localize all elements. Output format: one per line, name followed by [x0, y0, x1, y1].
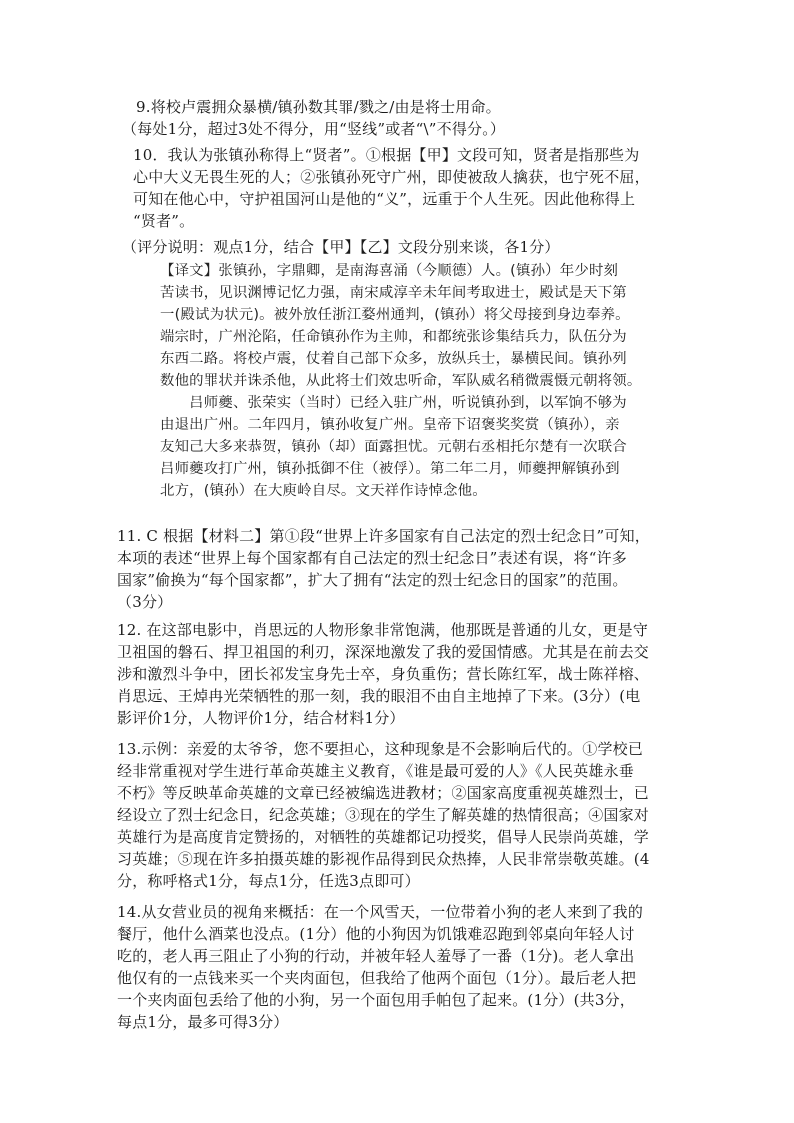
translation-line: 东西二路。将校卢震，仗着自己部下众多，放纵兵士，暴横民间。镇孙列: [160, 351, 627, 367]
translation-block: [160, 260, 642, 502]
q13-line: 分，称呼格式1分，每点1分，任选3点即可）: [117, 872, 420, 890]
q14-line: 餐厅，他什么酒菜也没点。(1分）他的小狗因为饥饿难忍跑到邻桌向年轻人讨: [117, 925, 635, 943]
q10-line: 可知在他心中，守护祖国河山是他的“义”，远重于个人生死。因此他称得上: [133, 190, 636, 208]
q11-line: （3分）: [117, 593, 173, 611]
q9-answer-line: 9.将校卢震拥众暴横/镇孙数其罪/戮之/由是将士用命。: [136, 98, 501, 116]
q12-line: 12. 在这部电影中，肖思远的人物形象非常饱满，他那既是普通的儿女，更是守: [117, 621, 649, 639]
q10-answer: [133, 144, 650, 232]
q10-line: 10．我认为张镇孙称得上“贤者”。①根据【甲】文段可知，贤者是指那些为: [133, 146, 640, 164]
translation-line: 数他的罪状并诛杀他，从此将士们效忠听命，军队威名稍微震慑元朝将领。: [160, 373, 642, 389]
translation-line: 一(殿试为状元)。被外放任浙江婺州通判，(镇孙）将父母接到身边奉养。: [160, 307, 630, 323]
q13-line: 经非常重视对学生进行革命英雄主义教育，《谁是最可爱的人》《人民英雄永垂: [117, 762, 635, 780]
q14-line: 每点1分，最多可得3分）: [117, 1013, 289, 1031]
q11-line: 本项的表述“世界上每个国家都有自己法定的烈士纪念日”表述有误，将“许多: [117, 549, 628, 567]
q9-scoring-line: （每处1分，超过3处不得分，用“竖线”或者“\”不得分。）: [122, 120, 506, 138]
q9-answer: [136, 96, 501, 118]
q12-line: 影评价1分，人物评价1分，结合材料1分）: [117, 709, 405, 727]
q12-line: 肖思远、王焯冉光荣牺牲的那一刻，我的眼泪不由自主地掉了下来。(3分）(电: [117, 687, 641, 705]
translation-line: 【译文】张镇孙，字鼎卿，是南海喜涌（今顺德）人。(镇孙）年少时刻: [160, 263, 619, 279]
q13-line: 英雄行为是高度肯定赞扬的，对牺牲的英雄都记功授奖，倡导人民崇尚英雄，学: [117, 828, 650, 846]
q10-line: “贤者”。: [133, 212, 195, 230]
q12-line: 涉和激烈斗争中，团长祁发宝身先士卒，身负重伤；营长陈红军，战士陈祥榕、: [117, 665, 650, 683]
q14-line: 他仅有的一点钱来买一个夹肉面包，但我给了他两个面包（1分）。最后老人把: [117, 969, 637, 987]
translation-line: 吕师夔攻打广州，镇孙抵御不住（被俘）。第二年二月，师夔押解镇孙到: [160, 461, 620, 477]
q11-line: 11. C 根据【材料二】第①段“世界上许多国家有自己法定的烈士纪念日”可知，: [117, 527, 651, 545]
q13-line: 13.示例：亲爱的太爷爷，您不要担心，这种现象是不会影响后代的。①学校已: [117, 740, 644, 758]
q13-answer: [117, 738, 650, 892]
translation-line: 苦读书，见识渊博记忆力强，南宋咸淳辛未年间考取进士，殿试是天下第: [160, 285, 627, 301]
q13-line: 习英雄；⑤现在许多拍摄英雄的影视作品得到民众热捧，人民非常崇敬英雄。(4: [117, 850, 650, 868]
q12-line: 卫祖国的磐石、捍卫祖国的利刃，深深地激发了我的爱国情感。尤其是在前去交: [117, 643, 650, 661]
translation-line: 吕师夔、张荣实（当时）已经入驻广州，听说镇孙到，以军饷不够为: [160, 395, 627, 411]
q14-line: 一个夹肉面包丢给了他的小狗，另一个面包用手帕包了起来。(1分）(共3分，: [117, 991, 635, 1009]
q9-scoring: [122, 118, 505, 140]
translation-line: 友知己大多来恭贺，镇孙（却）面露担忧。元朝右丞相托尔楚有一次联合: [160, 439, 627, 455]
translation-line: 北方，(镇孙）在大庾岭自尽。文天祥作诗悼念他。: [160, 483, 487, 499]
q11-answer: [117, 525, 650, 613]
q10-line: 心中大义无畏生死的人；②张镇孙死守广州，即使被敌人擒获，也宁死不屈，: [133, 168, 650, 186]
q14-line: 吃的，老人再三阻止了小狗的行动，并被年轻人羞辱了一番（1分)。老人拿出: [117, 947, 635, 965]
q13-line: 不朽》等反映革命英雄的文章已经被编选进教材；②国家高度重视英雄烈士，已: [117, 784, 650, 802]
q11-line: 国家”偷换为“每个国家都”，扩大了拥有“法定的烈士纪念日的国家”的范围。: [117, 571, 628, 589]
q12-answer: [117, 619, 649, 729]
q13-line: 经设立了烈士纪念日，纪念英雄；③现在的学生了解英雄的热情很高；④国家对: [117, 806, 650, 824]
q14-answer: [117, 901, 643, 1033]
translation-line: 端宗时，广州沦陷，任命镇孙作为主帅，和都统张诊集结兵力，队伍分为: [160, 329, 627, 345]
q14-line: 14.从女营业员的视角来概括：在一个风雪天，一位带着小狗的老人来到了我的: [117, 903, 644, 921]
q10-scoring: [122, 236, 560, 258]
translation-line: 由退出广州。二年四月，镇孙收复广州。皇帝下诏褒奖奖赏（镇孙），亲: [160, 417, 620, 433]
q10-scoring-line: （评分说明：观点1分，结合【甲】【乙】文段分别来谈，各1分）: [122, 238, 560, 256]
